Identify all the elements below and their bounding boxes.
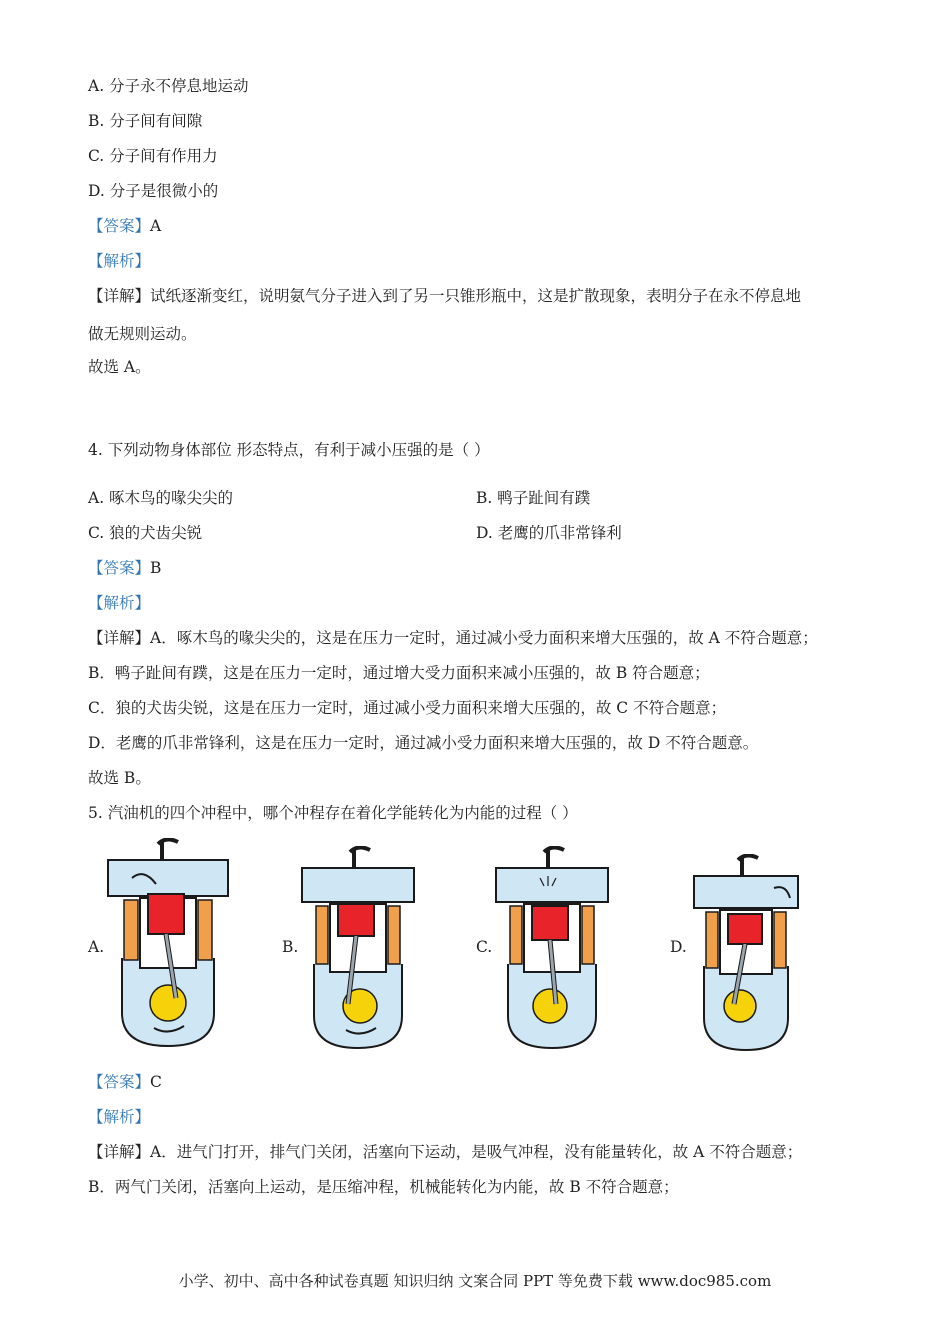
- q3-detail-line1: [88, 286, 801, 306]
- answer-value: B: [150, 559, 162, 577]
- q4-conclusion: 故选 B。: [88, 769, 151, 787]
- q4-option-b: B. 鸭子趾间有蹼: [476, 489, 591, 507]
- q3-conclusion: 故选 A。: [88, 358, 151, 376]
- q3-analysis-tag: 【解析】: [88, 252, 151, 270]
- engine-diagram-d: [690, 854, 802, 1054]
- q4-option-a: A. 啄木鸟的喙尖尖的: [88, 489, 234, 507]
- answer-tag: 【答案】: [88, 1073, 151, 1091]
- detail-tag: 【详解】: [88, 287, 151, 305]
- q5-detail-a: [88, 1142, 802, 1162]
- engine-label-a: A.: [88, 938, 105, 956]
- q5-question: 5. 汽油机的四个冲程中，哪个冲程存在着化学能转化为内能的过程（ ）: [88, 804, 578, 822]
- q5-answer: [88, 1072, 162, 1092]
- q4-analysis-tag: 【解析】: [88, 594, 151, 612]
- engine-diagram-a: [104, 838, 234, 1053]
- engine-label-b: B.: [282, 938, 299, 956]
- answer-tag: 【答案】: [88, 559, 151, 577]
- answer-tag: 【答案】: [88, 217, 151, 235]
- answer-value: A: [150, 217, 162, 235]
- q3-option-c: C. 分子间有作用力: [88, 147, 218, 165]
- q4-detail-b: B．鸭子趾间有蹼，这是在压力一定时，通过增大受力面积来减小压强的，故 B 符合题意；: [88, 664, 710, 682]
- answer-value: C: [150, 1073, 162, 1091]
- engine-diagram-b: [298, 846, 418, 1054]
- q4-detail-a: [88, 628, 818, 648]
- q4-detail-c: C．狼的犬齿尖锐，这是在压力一定时，通过减小受力面积来增大压强的，故 C 不符合题意；: [88, 699, 727, 717]
- q3-answer: [88, 216, 161, 236]
- engine-label-d: D.: [670, 938, 687, 956]
- q3-option-d: D. 分子是很微小的: [88, 182, 219, 200]
- q5-detail-b: B．两气门关闭，活塞向上运动，是压缩冲程，机械能转化为内能，故 B 不符合题意；: [88, 1178, 679, 1196]
- detail-text: A．进气门打开，排气门关闭，活塞向下运动，是吸气冲程，没有能量转化，故 A 不符合题意；: [150, 1143, 803, 1161]
- detail-text: 试纸逐渐变红，说明氨气分子进入到了另一只锥形瓶中，这是扩散现象，表明分子在永不停息地: [150, 287, 802, 305]
- q5-analysis-tag: 【解析】: [88, 1108, 151, 1126]
- detail-tag: 【详解】: [88, 629, 151, 647]
- q4-detail-d: D．老鹰的爪非常锋利，这是在压力一定时，通过减小受力面积来增大压强的，故 D 不符合题意。: [88, 734, 759, 752]
- q3-option-b: B. 分子间有间隙: [88, 112, 203, 130]
- q3-option-a: A. 分子永不停息地运动: [88, 77, 249, 95]
- engine-diagram-c: [492, 846, 612, 1054]
- q4-answer: [88, 558, 161, 578]
- q4-option-d: D. 老鹰的爪非常锋利: [476, 524, 622, 542]
- engine-label-c: C.: [476, 938, 493, 956]
- q4-option-c: C. 狼的犬齿尖锐: [88, 524, 203, 542]
- detail-tag: 【详解】: [88, 1143, 151, 1161]
- detail-text: A．啄木鸟的喙尖尖的，这是在压力一定时，通过减小受力面积来增大压强的，故 A 不符合题意；: [150, 629, 818, 647]
- page-footer: 小学、初中、高中各种试卷真题 知识归纳 文案合同 PPT 等免费下载 www.doc985.com: [178, 1272, 772, 1290]
- q3-detail-line2: 做无规则运动。: [88, 325, 197, 343]
- q4-question: 4. 下列动物身体部位 形态特点，有利于减小压强的是（ ）: [88, 441, 490, 459]
